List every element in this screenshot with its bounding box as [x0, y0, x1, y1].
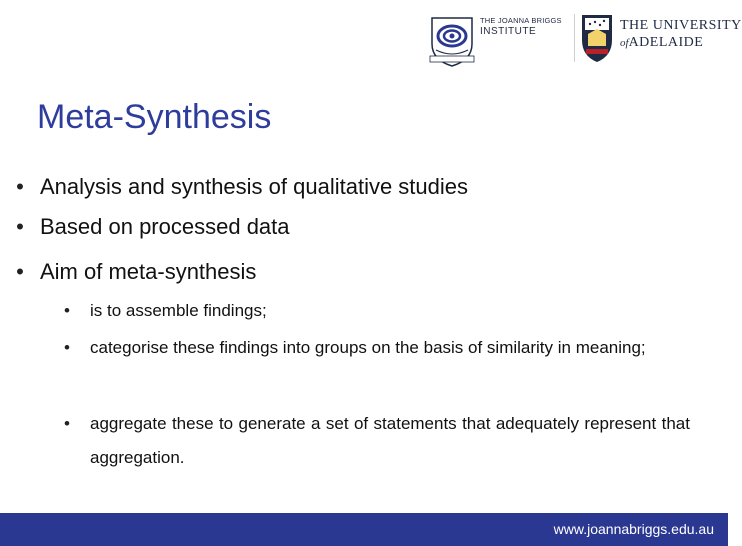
- bullet-item: [0, 214, 290, 240]
- sub-bullet-item: [64, 335, 690, 360]
- footer-url: www.joannabriggs.edu.au: [553, 521, 714, 537]
- sub-bullet-text: categorise these findings into groups on the basis of similarity in meaning;: [90, 338, 646, 357]
- adelaide-crest-icon: [580, 12, 614, 64]
- bullet-dot-icon: •: [16, 259, 24, 284]
- bullet-text: Aim of meta-synthesis: [40, 259, 257, 284]
- bullet-item: [0, 174, 468, 200]
- jbi-logo-line2: INSTITUTE: [480, 25, 537, 37]
- bullet-text: Based on processed data: [40, 214, 290, 239]
- bullet-item: [0, 259, 256, 285]
- slide-title: Meta-Synthesis: [37, 98, 272, 136]
- sub-bullet-text: aggregate these to generate a set of statements that adequately represent that aggregation.: [90, 414, 690, 467]
- sub-bullet-item: [64, 298, 690, 323]
- bullet-dot-icon: •: [16, 214, 24, 239]
- sub-bullet-dot-icon: •: [64, 414, 70, 433]
- adelaide-logo-line2: ADELAIDE: [628, 35, 704, 50]
- sub-bullet-item: [64, 407, 690, 475]
- footer-bar: [0, 513, 728, 546]
- jbi-logo: [426, 12, 568, 68]
- sub-bullet-text: is to assemble findings;: [90, 301, 267, 320]
- jbi-emblem-icon: [426, 14, 478, 68]
- adelaide-logo: [580, 12, 742, 68]
- sub-bullet-dot-icon: •: [64, 338, 70, 357]
- adelaide-logo-line1: THE UNIVERSITY: [620, 18, 742, 33]
- jbi-logo-line1: THE JOANNA BRIGGS: [480, 16, 562, 25]
- bullet-dot-icon: •: [16, 174, 24, 199]
- sub-bullet-dot-icon: •: [64, 301, 70, 320]
- adelaide-logo-of: of: [620, 37, 629, 49]
- logo-divider: [574, 14, 575, 62]
- bullet-text: Analysis and synthesis of qualitative studies: [40, 174, 469, 199]
